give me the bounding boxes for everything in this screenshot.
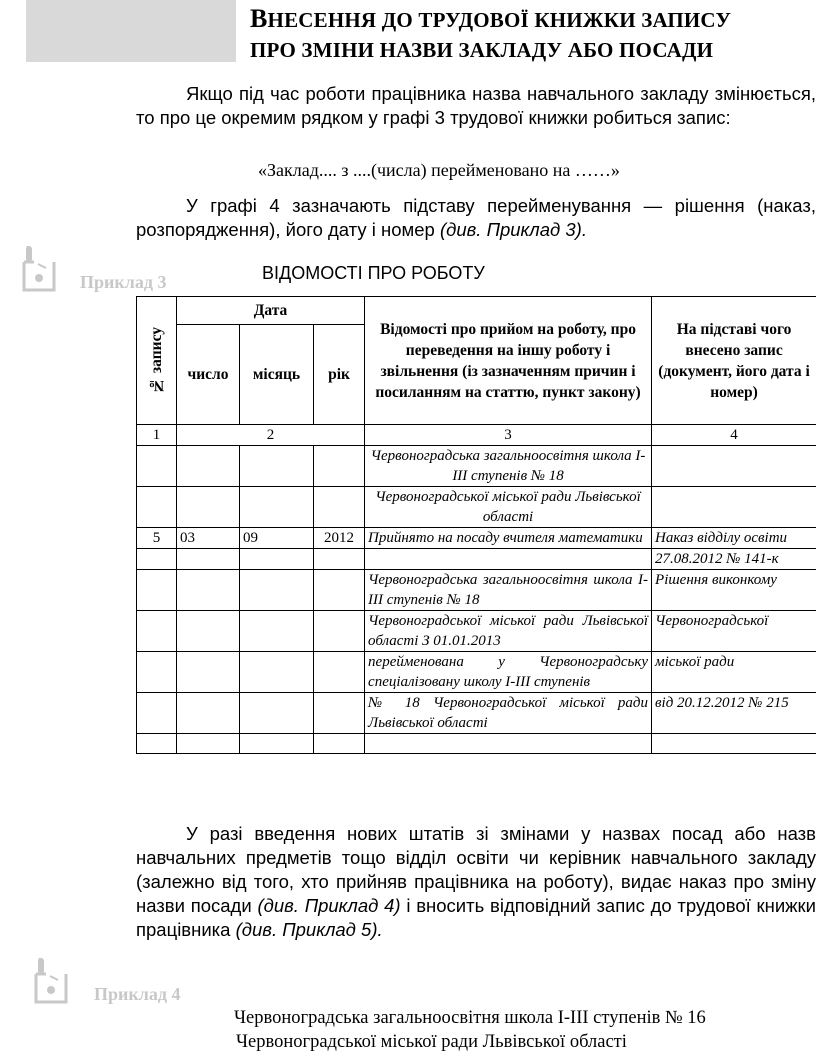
cell-day [177, 446, 240, 487]
cell-record-number [137, 611, 177, 652]
cell-information: перейменована у Червоноградську спеціалізовану школу І-ІІІ ступенів [365, 652, 652, 693]
cell-basis: Червоноградської [652, 611, 816, 652]
cell-day: 03 [177, 528, 240, 549]
column-number-1: 1 [137, 425, 177, 446]
cell-information: Червоноградської міської ради Львівської області [365, 487, 652, 528]
cell-basis: міської ради [652, 652, 816, 693]
cell-month [240, 693, 314, 734]
cell-month [240, 487, 314, 528]
cell-day [177, 611, 240, 652]
cell-information: № 18 Червоноградської міської ради Львівської області [365, 693, 652, 734]
table-row [137, 570, 816, 611]
table-row [137, 734, 816, 754]
table-row [137, 652, 816, 693]
title-line-2: ПРО ЗМІНИ НАЗВИ ЗАКЛАДУ АБО ПОСАДИ [250, 38, 714, 62]
cell-year [314, 446, 365, 487]
header-basis: На підставі чого внесено запис (документ, його дата і номер) [652, 297, 816, 425]
cell-day [177, 693, 240, 734]
cell-year [314, 734, 365, 754]
table-row [137, 446, 816, 487]
work-records-table [136, 296, 816, 754]
cell-month [240, 734, 314, 754]
cell-basis: 27.08.2012 № 141-к [652, 549, 816, 570]
example5-reference: (див. Приклад 5). [235, 919, 383, 940]
cell-month [240, 446, 314, 487]
cell-record-number: 5 [137, 528, 177, 549]
table-row [137, 611, 816, 652]
cell-year: 2012 [314, 528, 365, 549]
column-number-2: 2 [177, 425, 365, 446]
cell-information: Червоноградської міської ради Львівської області З 01.01.2013 [365, 611, 652, 652]
cell-day [177, 734, 240, 754]
cell-basis [652, 734, 816, 754]
header-information: Відомості про прийом на роботу, про переведення на іншу роботу і звільнення (із зазначенням причин і посиланням на статтю, пункт закону) [365, 297, 652, 425]
cell-information: Червоноградська загальноосвітня школа І-ІІІ ступенів № 18 [365, 570, 652, 611]
document-note-icon-2 [32, 956, 72, 1008]
closing-paragraph [136, 822, 816, 942]
header-day: число [177, 325, 240, 425]
cell-basis: Рішення виконкому [652, 570, 816, 611]
cell-year [314, 611, 365, 652]
graph4-text: У графі 4 зазначають підставу перейменування — рішення (наказ, розпорядження), його дату і номер [136, 195, 816, 240]
table-title: ВІДОМОСТІ ПРО РОБОТУ [262, 263, 485, 283]
cell-year [314, 652, 365, 693]
header-month: місяць [240, 325, 314, 425]
cell-information [365, 549, 652, 570]
cell-day [177, 652, 240, 693]
table-row [137, 549, 816, 570]
cell-month [240, 611, 314, 652]
title-initial: В [250, 4, 268, 33]
cell-basis [652, 487, 816, 528]
cell-record-number [137, 446, 177, 487]
quote-line: «Заклад.... з ....(числа) перейменовано на ……» [258, 160, 620, 180]
cell-day [177, 487, 240, 528]
cell-information: Червоноградська загальноосвітня школа І-ІІІ ступенів № 18 [365, 446, 652, 487]
example4-reference: (див. Приклад 4) [257, 895, 401, 916]
title-line-1: НЕСЕННЯ ДО ТРУДОВОЇ КНИЖКИ ЗАПИСУ [267, 8, 732, 32]
cell-record-number [137, 734, 177, 754]
graph4-paragraph [136, 194, 816, 242]
intro-text: Якщо під час роботи працівника назва навчального закладу змінюється, то про це окремим рядком у графі 3 трудової книжки робиться запис: [136, 83, 816, 128]
footer-school-name: Червоноградська загальноосвітня школа І-ІІІ ступенів № 16 [234, 1008, 706, 1028]
cell-record-number [137, 693, 177, 734]
cell-information [365, 734, 652, 754]
intro-paragraph [136, 82, 816, 130]
example-3-label: Приклад 3 [80, 272, 167, 292]
cell-record-number [137, 570, 177, 611]
cell-basis [652, 446, 816, 487]
cell-year [314, 693, 365, 734]
example3-reference: (див. Приклад 3). [439, 219, 587, 240]
cell-day [177, 549, 240, 570]
header-year: рік [314, 325, 365, 425]
example-4-label: Приклад 4 [94, 984, 181, 1004]
cell-year [314, 570, 365, 611]
cell-month [240, 570, 314, 611]
table-body [137, 446, 816, 754]
cell-month [240, 652, 314, 693]
page-title [250, 4, 810, 65]
header-record-number: № запису [137, 297, 177, 425]
column-number-4: 4 [652, 425, 816, 446]
header-date: Дата [177, 297, 365, 325]
cell-month: 09 [240, 528, 314, 549]
closing-text-2: і вносить відповідний запис до трудової книжки працівника [136, 895, 816, 940]
footer-council-name: Червоноградської міської ради Львівської області [236, 1032, 627, 1052]
table-row [137, 528, 816, 549]
heading-decoration [26, 0, 236, 62]
cell-month [240, 549, 314, 570]
cell-basis: Наказ відділу освіти [652, 528, 816, 549]
cell-record-number [137, 487, 177, 528]
table-row [137, 693, 816, 734]
cell-basis: від 20.12.2012 № 215 [652, 693, 816, 734]
cell-record-number [137, 652, 177, 693]
document-note-icon [20, 244, 60, 296]
closing-text-1: У разі введення нових штатів зі змінами у назвах посад або назв навчальних предметів тощо відділ освіти чи керівник навчального закладу (залежно від того, хто прийняв працівника на роботу), видає наказ про зміну назви посади [136, 823, 816, 916]
cell-information: Прийнято на посаду вчителя математики [365, 528, 652, 549]
cell-day [177, 570, 240, 611]
cell-year [314, 487, 365, 528]
cell-year [314, 549, 365, 570]
cell-record-number [137, 549, 177, 570]
column-number-3: 3 [365, 425, 652, 446]
table-row [137, 487, 816, 528]
